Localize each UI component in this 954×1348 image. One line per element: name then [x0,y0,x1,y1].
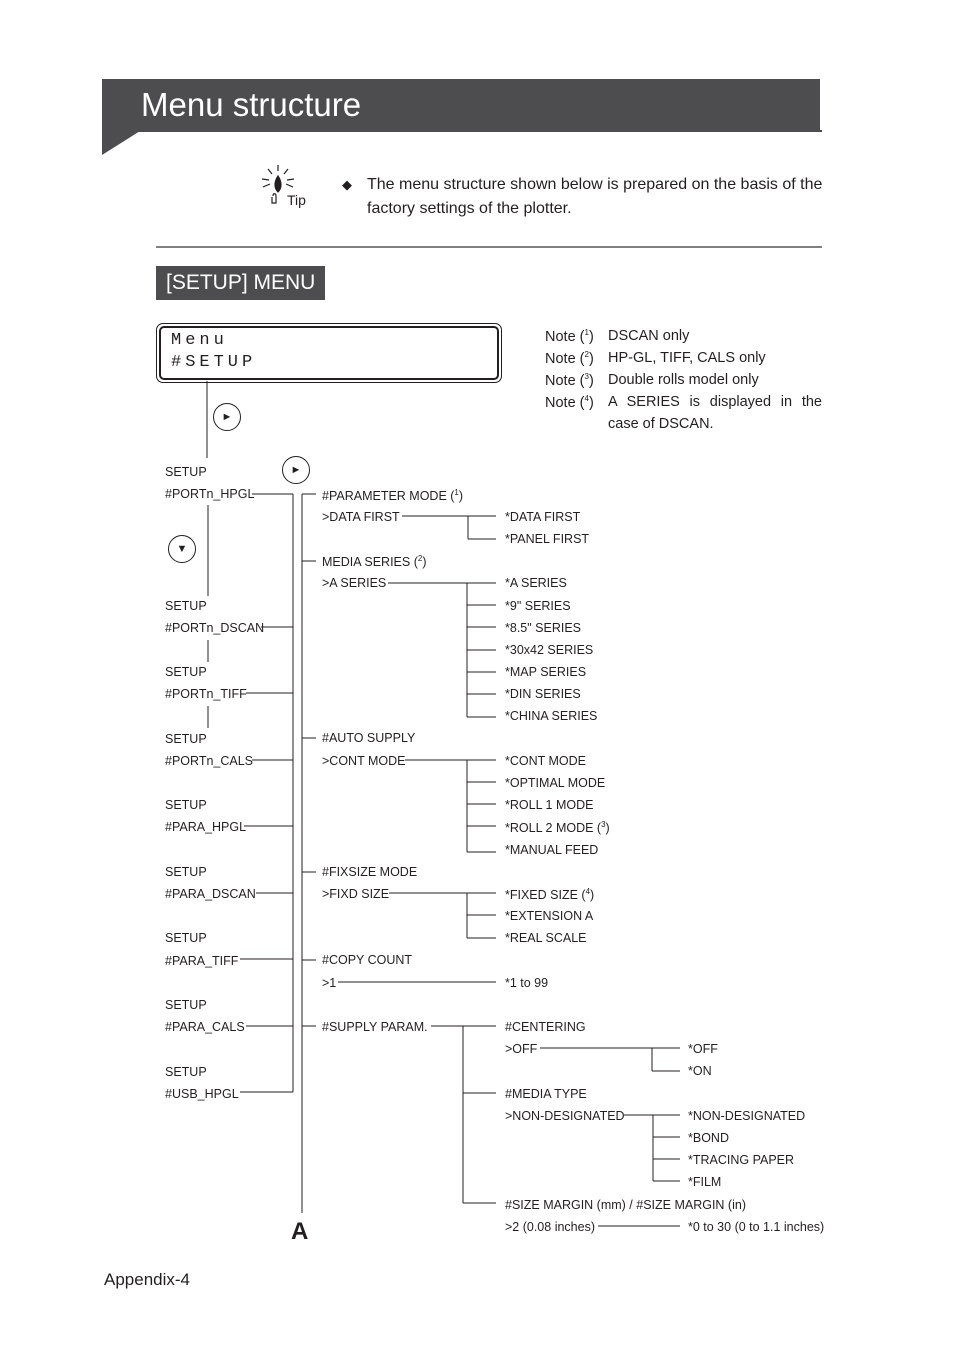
param-value: >1 [322,976,337,990]
option: *9" SERIES [505,599,571,613]
section-title: [SETUP] MENU [156,266,325,300]
setup-item: #PARA_TIFF [165,954,239,968]
setup-item: #PORTn_TIFF [165,687,247,701]
setup-label: SETUP [165,865,207,879]
option: *PANEL FIRST [505,532,590,546]
option: *0 to 30 (0 to 1.1 inches) [688,1220,825,1234]
option: *NON-DESIGNATED [688,1109,806,1123]
supply-size-margin: #SIZE MARGIN (mm) / #SIZE MARGIN (in) [505,1198,746,1212]
param-value: >CONT MODE [322,754,406,768]
note-1: Note ($^1$) [545,328,594,345]
param-copy-count: #COPY COUNT [322,953,413,967]
option: *OPTIMAL MODE [505,776,606,790]
note-4-text: A SERIES is displayed in the [608,394,822,410]
param-parameter-mode: #PARAMETER MODE ($^1$) [322,488,464,504]
option: *A SERIES [505,576,567,590]
right-arrow-button-icon: ► [282,456,310,484]
setup-item: #PARA_HPGL [165,820,247,834]
supply-media-type: #MEDIA TYPE [505,1087,587,1101]
setup-label: SETUP [165,665,207,679]
lcd-line2: #SETUP [171,353,257,372]
note-4: Note ($^4$) [545,394,594,411]
supply-value: >OFF [505,1042,538,1056]
param-fixsize-mode: #FIXSIZE MODE [322,865,418,879]
option: *30x42 SERIES [505,643,594,657]
param-supply-param: #SUPPLY PARAM. [322,1020,428,1034]
setup-label: SETUP [165,465,207,479]
setup-item: #PARA_DSCAN [165,887,256,901]
setup-label: SETUP [165,732,207,746]
option: *BOND [688,1131,729,1145]
supply-centering: #CENTERING [505,1020,586,1034]
setup-label: SETUP [165,1065,207,1079]
setup-label: SETUP [165,998,207,1012]
setup-item: #PORTn_DSCAN [165,621,265,635]
setup-item: #PARA_CALS [165,1020,245,1034]
note-3: Note ($^3$) [545,372,594,389]
param-value: >A SERIES [322,576,387,590]
param-value: >DATA FIRST [322,510,400,524]
option: *MANUAL FEED [505,843,599,857]
right-arrow-button-icon: ► [213,403,241,431]
connector-label: A [291,1218,309,1245]
tip-text: The menu structure shown below is prepared on the basis of the factory settings of the plotter. [367,176,823,217]
option: *EXTENSION A [505,909,594,923]
note-1-text: DSCAN only [608,328,690,344]
bullet-diamond-icon: ◆ [342,177,352,192]
param-auto-supply: #AUTO SUPPLY [322,731,416,745]
setup-label: SETUP [165,599,207,613]
option: *8.5" SERIES [505,621,582,635]
option: *REAL SCALE [505,931,587,945]
note-2-text: HP-GL, TIFF, CALS only [608,350,766,366]
page-number: Appendix-4 [104,1270,191,1289]
option: *FILM [688,1175,722,1189]
lcd-line1: Menu [171,331,228,350]
option: *TRACING PAPER [688,1153,795,1167]
setup-item: #PORTn_CALS [165,754,254,768]
option: *CONT MODE [505,754,587,768]
down-arrow-button-icon: ▼ [168,535,196,563]
option: *MAP SERIES [505,665,587,679]
setup-item: #USB_HPGL [165,1087,239,1101]
option: *OFF [688,1042,718,1056]
setup-item: #PORTn_HPGL [165,487,255,501]
option: *DATA FIRST [505,510,581,524]
note-2: Note ($^2$) [545,350,594,367]
note-4-text-cont: case of DSCAN. [608,416,714,432]
option: *CHINA SERIES [505,709,598,723]
setup-label: SETUP [165,931,207,945]
supply-value: >NON-DESIGNATED [505,1109,625,1123]
param-value: >FIXD SIZE [322,887,390,901]
supply-value: >2 (0.08 inches) [505,1220,595,1234]
note-3-text: Double rolls model only [608,372,759,388]
page-title: Menu structure [141,86,362,123]
option: *ROLL 2 MODE ($^3$) [505,820,610,836]
tip-label: Tip [287,192,306,208]
option: *ROLL 1 MODE [505,798,594,812]
option: *ON [688,1064,712,1078]
option: *DIN SERIES [505,687,581,701]
setup-label: SETUP [165,798,207,812]
option: *1 to 99 [505,976,549,990]
option: *FIXED SIZE ($^4$) [505,887,595,903]
param-media-series: MEDIA SERIES ($^2$) [322,554,427,570]
